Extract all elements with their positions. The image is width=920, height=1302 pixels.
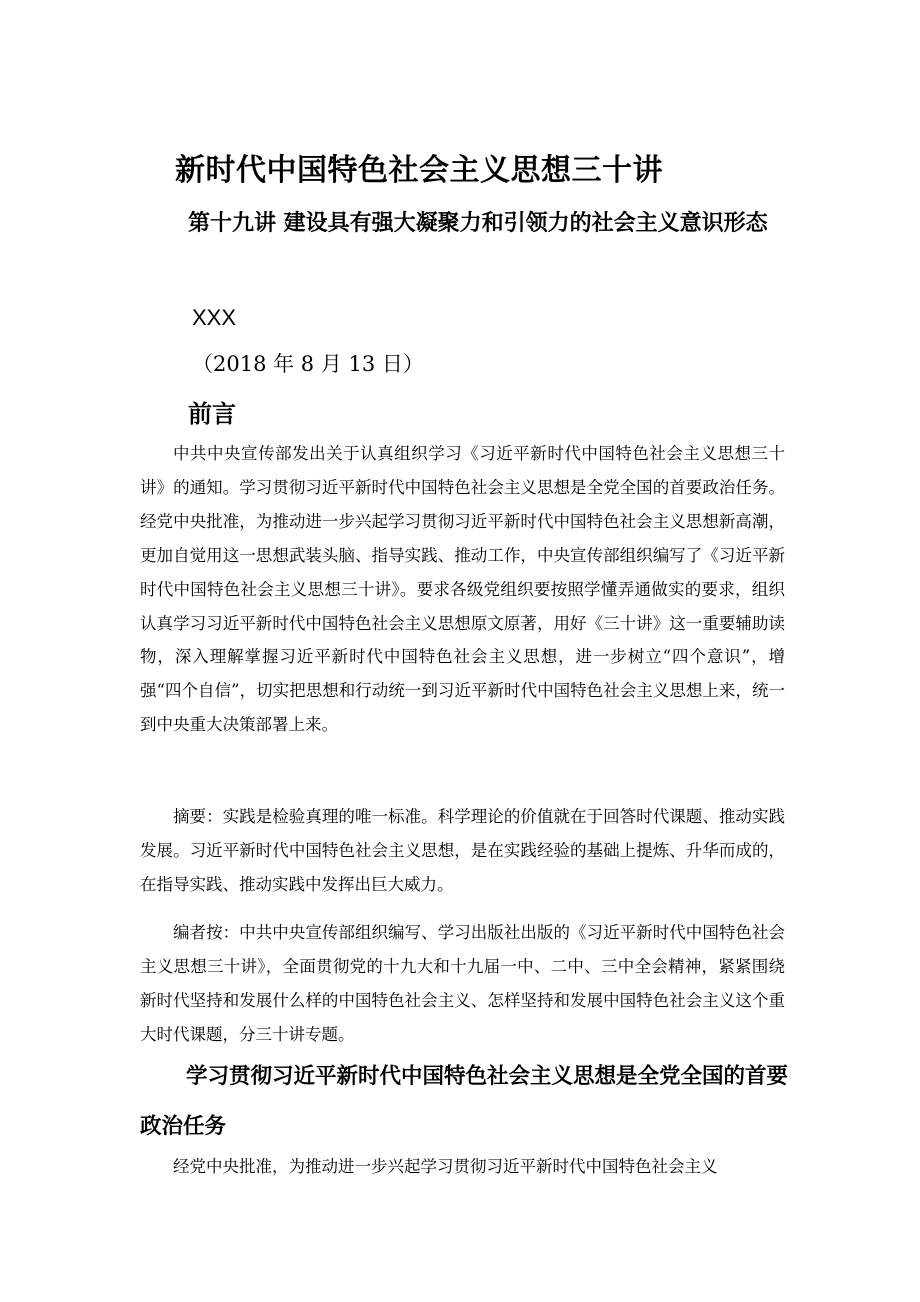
paragraph-editor-note: 编者按：中共中央宣传部组织编写、学习出版社出版的《习近平新时代中国特色社会主义思想三十讲》，全面贯彻党的十九大和十九届一中、二中、三中全会精神，紧紧围绕新时代坚持和发展什么样的中国特色社会主义、怎样坚持和发展中国特色社会主义这个重大时代课题，分三十讲专题。: [140, 923, 785, 1044]
section-heading: 学习贯彻习近平新时代中国特色社会主义思想是全党全国的首要政治任务: [140, 1064, 789, 1139]
preface-heading: 前言: [188, 400, 236, 428]
document-title: 新时代中国特色社会主义思想三十讲: [175, 153, 663, 188]
paragraph-abstract: 摘要：实践是检验真理的唯一标准。科学理论的价值就在于回答时代课题、推动实践发展。习近平新时代中国特色社会主义思想，是在实践经验的基础上提炼、升华而成的，在指导实践、推动实践中发挥出巨大威力。: [140, 807, 785, 894]
paragraph-section-body: 经党中央批准，为推动进一步兴起学习贯彻习近平新时代中国特色社会主义: [173, 1157, 718, 1176]
publication-date: （2018 年 8 月 13 日）: [192, 352, 424, 376]
lecture-subtitle: 第十九讲 建设具有强大凝聚力和引领力的社会主义意识形态: [188, 211, 768, 236]
author: XXX: [192, 305, 237, 330]
paragraph-notice: 中共中央宣传部发出关于认真组织学习《习近平新时代中国特色社会主义思想三十讲》的通知。学习贯彻习近平新时代中国特色社会主义思想是全党全国的首要政治任务。经党中央批准，为推动进一步兴起学习贯彻习近平新时代中国特色社会主义思想新高潮，更加自觉用这一思想武装头脑、指导实践、推动工作，中央宣传部组织编写了《习近平新时代中国特色社会主义思想三十讲》。要求各级党组织要按照学懂弄通做实的要求，组织认真学习习近平新时代中国特色社会主义思想原文原著，用好《三十讲》这一重要辅助读物，深入理解掌握习近平新时代中国特色社会主义思想，进一步树立“四个意识”，增强“四个自信”，切实把思想和行动统一到习近平新时代中国特色社会主义思想上来，统一到中央重大决策部署上来。: [140, 444, 785, 735]
